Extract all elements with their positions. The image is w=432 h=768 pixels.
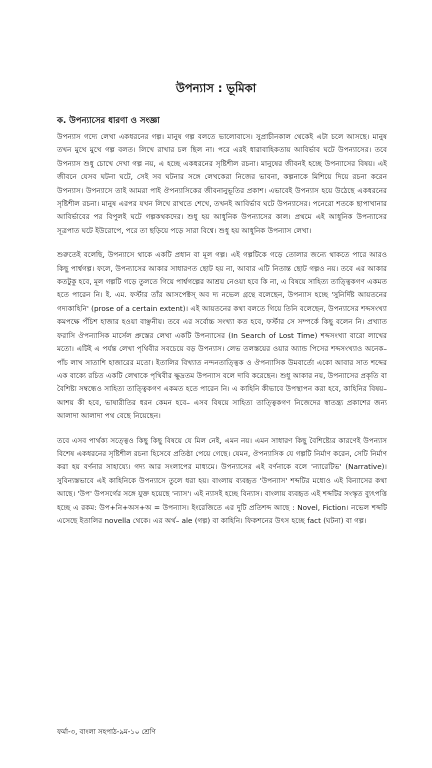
paragraph-1: উপন্যাস গদ্যে লেখা একধরনের গল্প। মানুষ গল্প বলতে ভালোবাসে। সুপ্রাচীনকাল থেকেই এটা চলে আসছে। মানুষ তখন মুখে মুখে গল্প বলত। লিখে রাখার চল ছিল না। পরে এরই ধারাবাহিকতায় আবির্ভাব ঘটে উপন্যাসের। তবে উপন্যাস শুধু চোখে দেখা গল্প নয়, এ হচ্ছে একধরনের সৃষ্টিশীল রচনা। মানুষের জীবনই হচ্ছে উপন্যাসের বিষয়। এই জীবনে যেসব ঘটনা ঘটে, সেই সব ঘটনার সঙ্গে লেখকেরা নিজের ভাবনা, কল্পনাকে মিশিয়ে দিয়ে রচনা করেন উপন্যাস। উপন্যাসে তাই আমরা পাই ঔপন্যাসিকের জীবনানুভূতির প্রকাশ। এভাবেই উপন্যাস হয়ে উঠেছে একধরনের সৃষ্টিশীল রচনা। মানুষ এরপর যখন লিখে রাখতে শেখে, তখনই আবির্ভাব ঘটে উপন্যাসের। পনেরো শতকে ছাপাখানার আবির্ভাবের পর বিপুলই ঘটে গল্পকথকদের। শুধু হয় আধুনিক উপন্যাসের কাল। প্রথমে এই আধুনিক উপন্যাসের সূত্রপাত ঘটে ইউরোপে, পরে তা ছড়িয়ে পড়ে সারা বিশ্বে। শুধু হয় আধুনিক উপন্যাস লেখা। xyxy=(57,132,387,235)
paragraph-3: তবে এসব পার্থক্য সত্ত্বেও কিছু কিছু বিষয়ে যে মিল নেই, এমন নয়। এমন সাধারণ কিছু বৈশিষ্ট্যের কারণেই উপন্যাস বিশেষ একধরনের সৃষ্টিশীল রচনা হিসেবে প্রতিষ্ঠা পেয়ে গেছে। যেমন, ঔপন্যাসিক যে গল্পটি নির্মাণ করেন, সেটি নির্মাণ করা হয় বর্ণনার সাহায্যে। গদ্য আর সংলাপের মাধ্যমে। উপন্যাসের এই বর্ণনাকে বলে 'ন্যারেটিভ' (Narrative)। সুবিন্যস্তভাবে এই কাহিনিকে উপন্যাসে তুলে ধরা হয়। বাংলায় ব্যবহৃত 'উপন্যাস' শব্দটির মধ্যেও এই বিন্যাসের কথা আছে। 'উপ' উপসর্গের সঙ্গে যুক্ত হয়েছে 'ন্যাস'। এই ন্যাসই হচ্ছে বিন্যাস। বাংলায় ব্যবহৃত এই শব্দটির সংস্কৃত ব্যুৎপত্তি হচ্ছে এ রকম: উপ+নি+অস+অ = উপন্যাস। ইংরেজিতে এর দুটি প্রতিশব্দ আছে : Novel, Fiction। নভেল শব্দটি এসেছে ইতালির novella থেকে। এর অর্থ– ale (গল্প) বা কাহিনি। ফিকশনের উৎস হচ্ছে fact (ঘটনা) বা গল্প। xyxy=(57,435,387,525)
page-title: উপন্যাস : ভূমিকা xyxy=(175,81,257,95)
body-text xyxy=(57,130,387,538)
section-heading: ক. উপন্যাসের ধারণা ও সংজ্ঞা xyxy=(57,116,160,126)
paragraph-2: শুরুতেই বলেছি, উপন্যাসে থাকে একটি প্রধান বা মূল গল্প। এই গল্পটিকে গড়ে তোলার জন্যে থাকতে পারে আরও কিছু পার্শ্বগল্প। ফলে, উপন্যাসের আকার সাধারণত ছোট হয় না, আবার এটি নিতান্ত ছোট গল্পও নয়। তবে এর আকার কতটুকু হবে, মূল গল্পটি গড়ে তুলতে গিয়ে পার্শ্বগল্পের আশ্রয় নেওয়া হবে কি না, এ বিষয়ে সাহিত্য তাত্ত্বিকগণ একমত হতে পারেন নি। ই. এম. ফর্স্টার তাঁর আসপেক্টস্ অব দ্য নভেল গ্রন্থে বলেছেন, উপন্যাস হচ্ছে 'সুনির্দিষ্ট আয়তনের গদ্যকাহিনি' (prose of a certain extent)। এই আয়তনের কথা বলতে গিয়ে তিনি বলেছেন, উপন্যাসের শব্দসংখ্যা কমপক্ষে পঁচিশ হাজার হওয়া বাঞ্ছনীয়। তবে এর সর্বোচ্চ সংখ্যা কত হবে, ফর্স্টার সে সম্পর্কে কিছু বলেন নি। প্রখ্যাত ফরাসি ঔপন্যাসিক মার্সেল প্রুস্তের লেখা একটি উপন্যাসের (In Search of Lost Time) শব্দসংখ্যা বারো লাখের মতো। এটিই এ পর্যন্ত লেখা পৃথিবীর সবচেয়ে বড় উপন্যাস। লেভ তলস্তয়ের ওয়ার অ্যান্ড পিসের শব্দসংখ্যাও অনেক– পাঁচ লাখ সাতাশি হাজারের মতো। ইতালির বিখ্যাত নন্দনতাত্ত্বিক ও ঔপন্যাসিক উমবার্তো একো আবার সাত শব্দের এক বাক্যে রচিত একটি লেখাকে পৃথিবীর ক্ষুদ্রতম উপন্যাস বলে দাবি করেছেন। শুধু আকার নয়, উপন্যাসের প্রকৃতি বা বৈশিষ্ট্য সম্বন্ধেও সাহিত্য তাত্ত্বিকগণ একমত হতে পারেন নি। এ কাহিনি কীভাবে উপস্থাপন করা হবে, কাহিনির বিষয়–আশয় কী হবে, ভাষারীতির ধরন কেমন হবে– এসব বিষয়ে সাহিত্য তাত্ত্বিকগণ নিজেদের স্বাতন্ত্র্য প্রকাশের জন্য আলাদা আলাদা পথ বেছে নিয়েছেন। xyxy=(57,250,387,421)
page-footer: ফর্মা-৩, বাংলা সহপাঠ-৯ম-১০ শ্রেণি xyxy=(57,728,156,736)
